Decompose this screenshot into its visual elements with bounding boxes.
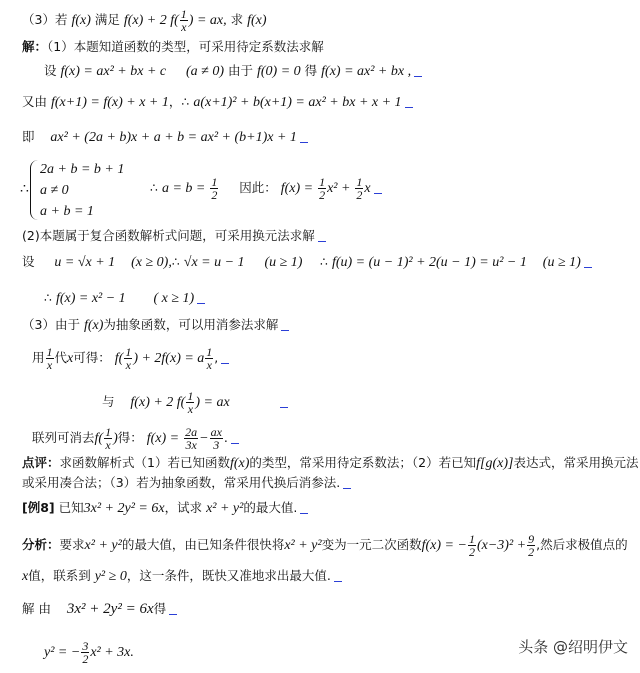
numerator: 1 (125, 345, 132, 359)
numerator: 9 (528, 532, 535, 546)
part2 (22, 227, 326, 245)
eq: 3x² + 2y² = 6x (66, 601, 154, 617)
label: 解： (22, 39, 48, 54)
fx: f(x) (229, 456, 250, 471)
numerator: ax (210, 425, 222, 439)
eq: √x = u − 1 (183, 255, 245, 270)
numerator: 1 (468, 532, 475, 546)
eq: (u ≥ 1) (542, 255, 581, 270)
text: 求 (230, 12, 244, 27)
elimination (32, 426, 239, 451)
eq: a(x+1)² + b(x+1) = ax² + bx + x + 1 (193, 95, 402, 110)
text: 即 (22, 129, 35, 144)
fraction (186, 390, 194, 415)
step1 (44, 62, 422, 81)
eq: ) = ax (195, 395, 230, 410)
text: 又由 (22, 94, 48, 109)
text: ∴ (320, 254, 328, 269)
eq: f(x) + 2 f( (123, 13, 179, 28)
fraction (468, 533, 476, 558)
underline-mark (169, 613, 177, 615)
eq: f( (94, 431, 104, 446)
text: 用 (32, 350, 45, 365)
eq: ( x ≥ 1) (153, 291, 195, 306)
eq: f( (114, 351, 124, 366)
system-line: a + b = 1 (40, 204, 94, 219)
text: ，这一条件，既快又准地求出最大值. (126, 568, 331, 583)
text: 设 (44, 63, 57, 78)
q3-title (22, 8, 267, 33)
text: 要求 (59, 537, 85, 552)
replacement (32, 346, 229, 371)
underline-mark (374, 192, 382, 194)
fraction (104, 426, 112, 451)
eq: f(x+1) = f(x) + x + 1 (51, 95, 169, 110)
underline-mark (405, 106, 413, 108)
text: 已知 (58, 500, 84, 515)
eq: ) = ax, (188, 13, 227, 28)
eq: x² + (327, 181, 351, 196)
eq: ) (113, 431, 118, 446)
fraction (81, 640, 89, 665)
text: 变为一元二次函数 (321, 537, 422, 552)
numerator: 1 (211, 175, 218, 189)
numerator: 1 (46, 345, 53, 359)
text: ,然后求极值点的 (536, 537, 628, 552)
numerator: 1 (206, 345, 213, 359)
system-line: 2a + b = b + 1 (40, 162, 125, 177)
analysis-line-1 (22, 533, 628, 558)
text: 得 (153, 601, 167, 616)
text: 的最大值，由已知条件很快将 (121, 537, 285, 552)
step3 (22, 128, 308, 147)
fg: f[g(x)] (476, 456, 514, 471)
watermark (518, 636, 628, 657)
text: ，试求 (164, 500, 203, 515)
numerator: 1 (187, 389, 194, 403)
fx: f(x) (83, 318, 104, 333)
text: ∴ (171, 254, 180, 269)
denominator: x (187, 402, 194, 416)
text: 值，联系到 (28, 568, 91, 583)
text: 得 (304, 63, 318, 78)
therefore-symbol: ∴ (20, 181, 29, 197)
denominator: 2 (468, 545, 475, 559)
eq: (a ≠ 0) (185, 64, 224, 79)
eq: ax² + (2a + b)x + a + b = ax² + (b+1)x + 1 (50, 130, 297, 145)
comment-line-1 (22, 454, 638, 473)
eq: y² ≥ 0 (94, 569, 127, 584)
comment-line-2 (22, 474, 351, 492)
text: ， (168, 94, 182, 109)
numerator: 2a (185, 425, 198, 439)
underline-mark (197, 302, 205, 304)
text: ∴ (181, 94, 190, 109)
underline-mark (584, 266, 592, 268)
text: 头条 @绍明伊文 (518, 638, 628, 656)
text: ∴ (44, 290, 52, 305)
analysis-line-2 (22, 567, 342, 586)
text: 可得： (73, 350, 111, 365)
fraction (210, 176, 218, 201)
fraction (210, 426, 223, 451)
part3 (22, 316, 289, 335)
denominator: 2 (356, 188, 363, 202)
text: （3）由于 (22, 317, 80, 332)
eq: f(x) = − (421, 538, 467, 553)
fraction (46, 346, 54, 371)
numerator: 1 (319, 175, 326, 189)
text: 设 (22, 254, 35, 269)
eq: f(u) = (u − 1)² + 2(u − 1) = u² − 1 (331, 255, 527, 270)
fraction (205, 346, 213, 371)
underline-mark (318, 240, 326, 242)
denominator: x (181, 20, 187, 34)
eq: a = b = (161, 181, 206, 196)
denominator: x (46, 358, 53, 372)
denominator: 2 (82, 652, 89, 666)
underline-mark (414, 75, 422, 77)
fx: f(x) (71, 13, 91, 28)
eq: − (199, 431, 209, 446)
text: （1）本题知道函数的类型，可采用待定系数法求解 (47, 39, 324, 54)
numerator: 3 (82, 639, 89, 653)
fraction (527, 533, 535, 558)
underline-mark (343, 487, 351, 489)
denominator: 2 (211, 188, 218, 202)
x: x (22, 569, 29, 584)
text: 为抽象函数，可以用消参法求解 (103, 317, 279, 332)
text: 满足 (94, 12, 120, 27)
eq: (u ≥ 1) (264, 255, 303, 270)
eq: f(0) = 0 (256, 64, 301, 79)
example-8 (22, 499, 308, 518)
text: 求函数解析式（1）若已知函数 (59, 455, 230, 470)
step2 (22, 93, 413, 112)
underline-mark (300, 141, 308, 143)
fraction (355, 176, 363, 201)
label: 分析： (22, 537, 60, 552)
substitution-final (44, 289, 205, 308)
final-result (44, 640, 134, 665)
eq: x² + y² (284, 538, 322, 553)
eq: x² + y² (206, 501, 244, 516)
underline-mark (280, 406, 288, 408)
text: 的类型，常采用待定系数法；（2）若已知 (249, 455, 477, 470)
fraction (184, 426, 198, 451)
substitution-result (320, 253, 592, 272)
eq: x (364, 181, 371, 196)
brace (30, 160, 39, 220)
substitution (22, 253, 302, 272)
text: , (214, 350, 219, 365)
eq: f(x) = ax² + bx , (321, 64, 412, 79)
text: 代 (54, 350, 68, 365)
eq: f(x) = ax² + bx + c (60, 64, 167, 79)
eq: (x ≥ 0), (131, 255, 172, 270)
denominator: 3 (213, 438, 220, 452)
denominator: x (206, 358, 212, 372)
underline-mark (231, 442, 239, 444)
label: 解 由 (22, 601, 51, 616)
text: 因此： (239, 180, 277, 195)
with-equation (102, 390, 288, 415)
underline-mark (300, 512, 308, 514)
eq: (x−3)² + (476, 538, 527, 553)
text: 或采用凑合法；（3）若为抽象函数，常采用代换后消参法. (22, 475, 341, 490)
system-line: a ≠ 0 (40, 183, 69, 198)
solution-heading (22, 38, 324, 56)
eq: f(x) + 2 f( (130, 395, 186, 410)
numerator: 1 (356, 175, 363, 189)
underline-mark (334, 580, 342, 582)
fraction (318, 176, 326, 201)
system-result (150, 176, 382, 201)
eq: 3x² + 2y² = 6x (83, 501, 165, 516)
denominator: 2 (319, 188, 326, 202)
underline-mark (281, 329, 289, 331)
eq: f(x) = (146, 431, 180, 446)
numerator: 1 (105, 425, 112, 439)
text: ∴ (150, 180, 158, 195)
label: （3）若 (22, 12, 68, 27)
denominator: x (125, 358, 131, 372)
eq: ) + 2f(x) = a (133, 351, 205, 366)
underline-mark (221, 362, 229, 364)
eq: f(x) = x² − 1 (55, 291, 126, 306)
text: . (223, 430, 228, 445)
text: 由于 (227, 63, 253, 78)
text: (2)本题属于复合函数解析式问题，可采用换元法求解 (22, 228, 315, 243)
denominator: 2 (528, 545, 535, 559)
eq: f(x) = (280, 181, 314, 196)
denominator: 3x (185, 438, 197, 452)
text: 得： (117, 430, 143, 445)
final-step (22, 600, 177, 618)
text: 与 (102, 394, 115, 409)
text: 联列可消去 (32, 430, 95, 445)
label: 点评： (22, 455, 60, 470)
eq: u = √x + 1 (54, 255, 116, 270)
eq: x² + 3x. (90, 645, 134, 660)
text: 的最大值. (243, 500, 298, 515)
label: [例8] (22, 500, 55, 515)
eq: y² = − (44, 645, 81, 660)
fx: f(x) (247, 13, 267, 28)
eq: x² + y² (84, 538, 122, 553)
fraction (124, 346, 132, 371)
text: 表达式，常采用换元法 (513, 455, 639, 470)
numerator: 1 (180, 7, 187, 21)
denominator: x (105, 438, 111, 452)
fraction (180, 8, 188, 33)
x: x (67, 351, 74, 366)
